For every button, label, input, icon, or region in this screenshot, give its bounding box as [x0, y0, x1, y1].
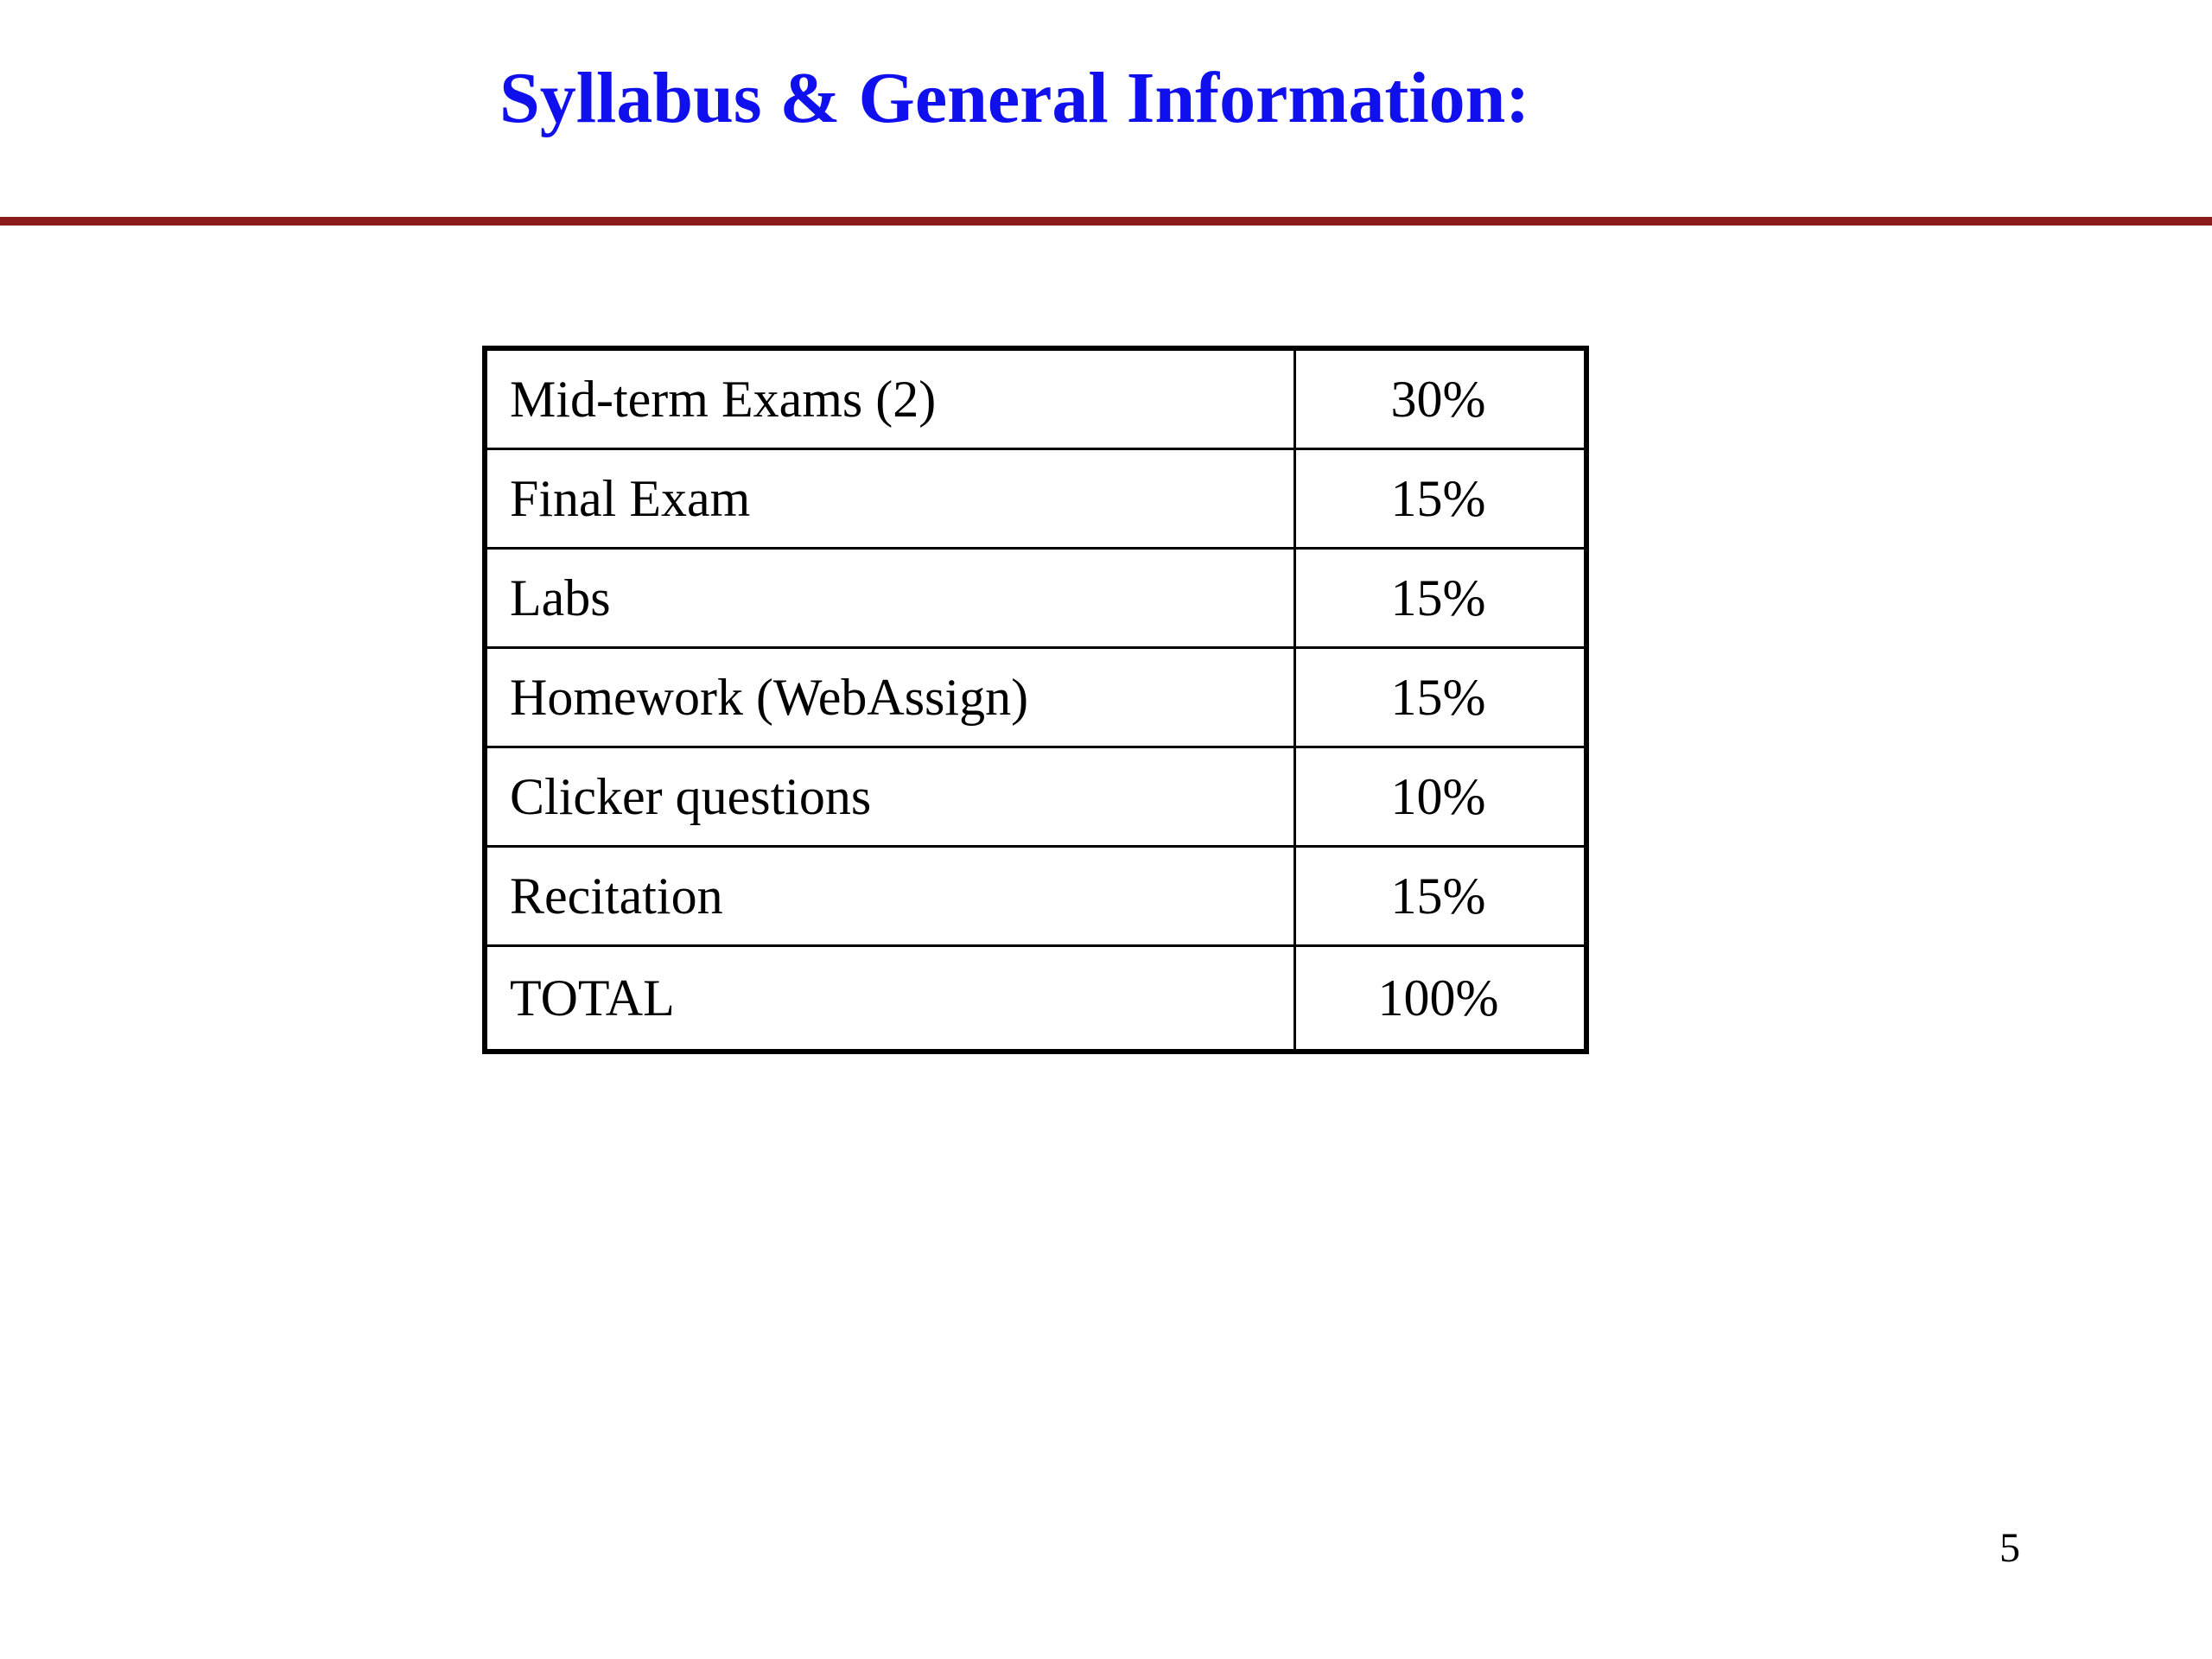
grade-weight: 15% — [1295, 648, 1587, 747]
grade-item: Mid-term Exams (2) — [485, 348, 1295, 449]
grade-weight: 30% — [1295, 348, 1587, 449]
table-row — [485, 348, 1586, 449]
table-row — [485, 549, 1586, 648]
grade-weight: 15% — [1295, 847, 1587, 946]
grade-weight: 15% — [1295, 549, 1587, 648]
grade-item: Labs — [485, 549, 1295, 648]
grade-item: Final Exam — [485, 449, 1295, 549]
table-row — [485, 449, 1586, 549]
grading-table — [482, 346, 1589, 1054]
grade-item: Homework (WebAssign) — [485, 648, 1295, 747]
slide-title: Syllabus & General Information: — [499, 58, 1530, 138]
grade-weight: 10% — [1295, 747, 1587, 847]
page-number: 5 — [1999, 1525, 2020, 1571]
grade-item: Clicker questions — [485, 747, 1295, 847]
table-row — [485, 847, 1586, 946]
grade-item: Recitation — [485, 847, 1295, 946]
title-divider — [0, 217, 2212, 226]
grade-weight: 15% — [1295, 449, 1587, 549]
table-row — [485, 747, 1586, 847]
total-row — [485, 946, 1586, 1052]
total-weight: 100% — [1295, 946, 1587, 1052]
table-row — [485, 648, 1586, 747]
total-label: TOTAL — [485, 946, 1295, 1052]
